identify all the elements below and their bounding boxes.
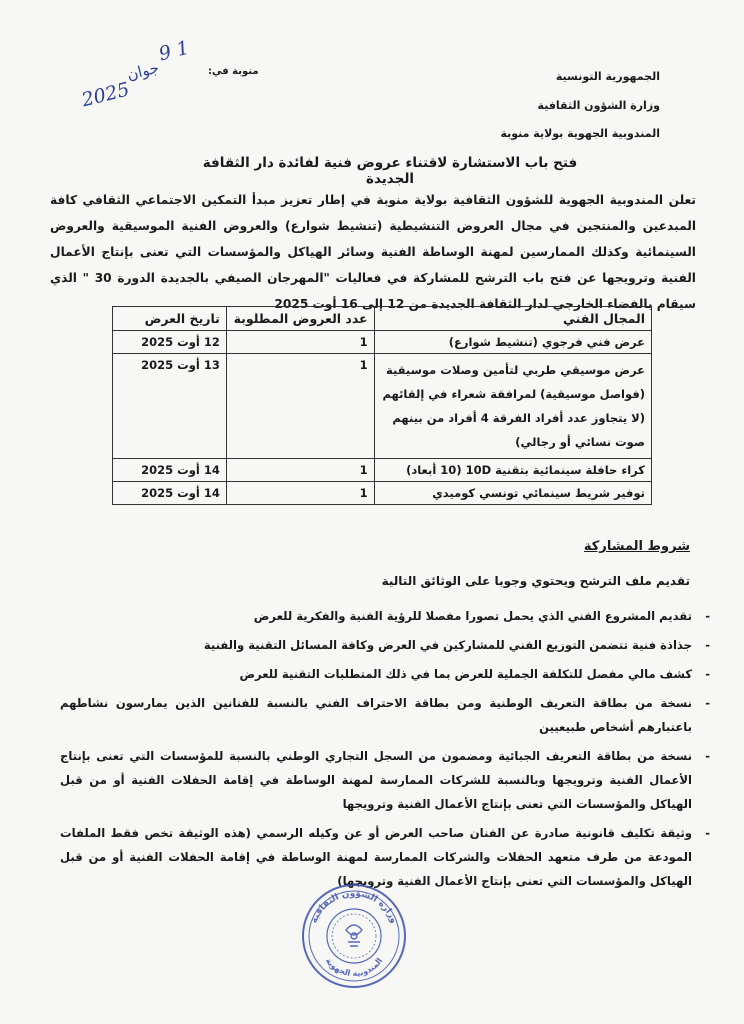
- date-label: منوبة في:: [208, 66, 259, 77]
- list-item: - جذاذة فنية تتضمن التوزيع الفني للمشاركين في العرض وكافة المسائل التقنية والفنية: [60, 633, 692, 657]
- conditions-title: شروط المشاركة: [583, 539, 690, 554]
- row-field: عرض فني فرجوي (تنشيط شوارع): [374, 331, 651, 354]
- row-field: عرض موسيقي طربي لتأمين وصلات موسيقية (فواصل موسيقية) لمرافقة شعراء في إلقائهم (لا يتجاوز عدد أفراد الفرقة 4 أفراد من بينهم صوت نسائي أو رجالي): [374, 354, 651, 459]
- row-count: 1: [226, 331, 374, 354]
- row-count: 1: [226, 459, 374, 482]
- row-date: 14 أوت 2025: [113, 482, 227, 505]
- row-date: 14 أوت 2025: [113, 459, 227, 482]
- stamp-month: جوان: [125, 58, 161, 84]
- stamp-year: 2025: [79, 78, 132, 112]
- row-count: 1: [226, 482, 374, 505]
- seal-outer-text: وزارة الشؤون الثقافية: [309, 888, 399, 925]
- seal-inner-text: المندوبية الجهوية: [323, 956, 385, 979]
- table-row: [113, 354, 652, 459]
- row-date: 13 أوت 2025: [113, 354, 227, 459]
- list-item: - نسخة من بطاقة التعريف الجبائية ومضمون من السجل التجاري الوطني بالنسبة للمؤسسات التي تعنى بإنتاج الأعمال الفنية وترويجها وبالنسبة للشركات الممارسة لمهنة الوساطة في إقامة الحفلات الفنية أو من قبل الهياكل والمؤسسات التي تعنى بإنتاج الأعمال الفنية وترويجها: [60, 744, 692, 816]
- col-header-field: المجال الفني: [374, 307, 651, 331]
- col-header-date: تاريخ العرض: [113, 307, 227, 331]
- page-title: فتح باب الاستشارة لاقتناء عروض فنية لفائدة دار الثقافة الجديدة: [202, 155, 578, 187]
- date-stamp: [69, 29, 202, 126]
- list-item: - نسخة من بطاقة التعريف الوطنية ومن بطاقة الاحتراف الفني بالنسبة للفنانين الذين يمارسون نشاطهم باعتبارهم أشخاص طبيعيين: [60, 691, 692, 739]
- offers-table: [112, 306, 652, 505]
- table-row: [113, 459, 652, 482]
- row-field: توفير شريط سينمائي تونسي كوميدي: [374, 482, 651, 505]
- table-row: [113, 331, 652, 354]
- row-date: 12 أوت 2025: [113, 331, 227, 354]
- conditions-intro: تقديم ملف الترشح ويحتوي وجوبا على الوثائق التالية: [381, 574, 690, 588]
- header-republic: الجمهورية التونسية: [555, 70, 660, 83]
- list-item: - تقديم المشروع الفني الذي يحمل تصورا مفصلا للرؤية الفنية والفكرية للعرض: [60, 604, 692, 628]
- intro-paragraph: تعلن المندوبية الجهوية للشؤون الثقافية بولاية منوبة في إطار تعزيز مبدأ التمكين الاجتماعي الثقافي كافة المبدعين والمنتجين في مجال العروض التنشيطية (تنشيط شوارع) والعروض الفنية الموسيقية والعروض السينمائية وكذلك الممارسين لمهنة الوساطة الفنية وسائر الهياكل والمؤسسات التي تعنى بإنتاج الأعمال الفنية وترويجها عن فتح باب الترشح للمشاركة في فعاليات "المهرجان الصيفي بالجديدة الدورة 30 " الذي سيقام بالفضاء الخارجي لدار الثقافة الجديدة من 12 إلى 16 أوت 2025: [50, 193, 696, 311]
- table-row: [113, 482, 652, 505]
- table-header-row: [113, 307, 652, 331]
- header-ministry: وزارة الشؤون الثقافية: [537, 99, 660, 112]
- official-seal: [300, 882, 408, 990]
- seal-emblem-icon: [346, 925, 362, 946]
- header-delegation: المندوبية الجهوية بولاية منوبة: [500, 127, 660, 140]
- list-item: - كشف مالي مفصل للتكلفة الجملية للعرض بما في ذلك المتطلبات التقنية للعرض: [60, 662, 692, 686]
- row-field: كراء حافلة سينمائية بتقنية 10D (10 أبعاد): [374, 459, 651, 482]
- list-item: - وثيقة تكليف قانونية صادرة عن الفنان صاحب العرض أو عن وكيله الرسمي (هذه الوثيقة تخص فقط الملفات المودعة من طرف متعهد الحفلات والشركات الممارسة لمهنة الوساطة في إقامة الحفلات الفنية أو من قبل الهياكل والمؤسسات التي تعنى بإنتاج الأعمال الفنية وترويجها): [60, 821, 692, 893]
- col-header-count: عدد العروض المطلوبة: [226, 307, 374, 331]
- row-count: 1: [226, 354, 374, 459]
- conditions-list: [60, 604, 710, 898]
- stamp-day: 9 1: [156, 36, 192, 66]
